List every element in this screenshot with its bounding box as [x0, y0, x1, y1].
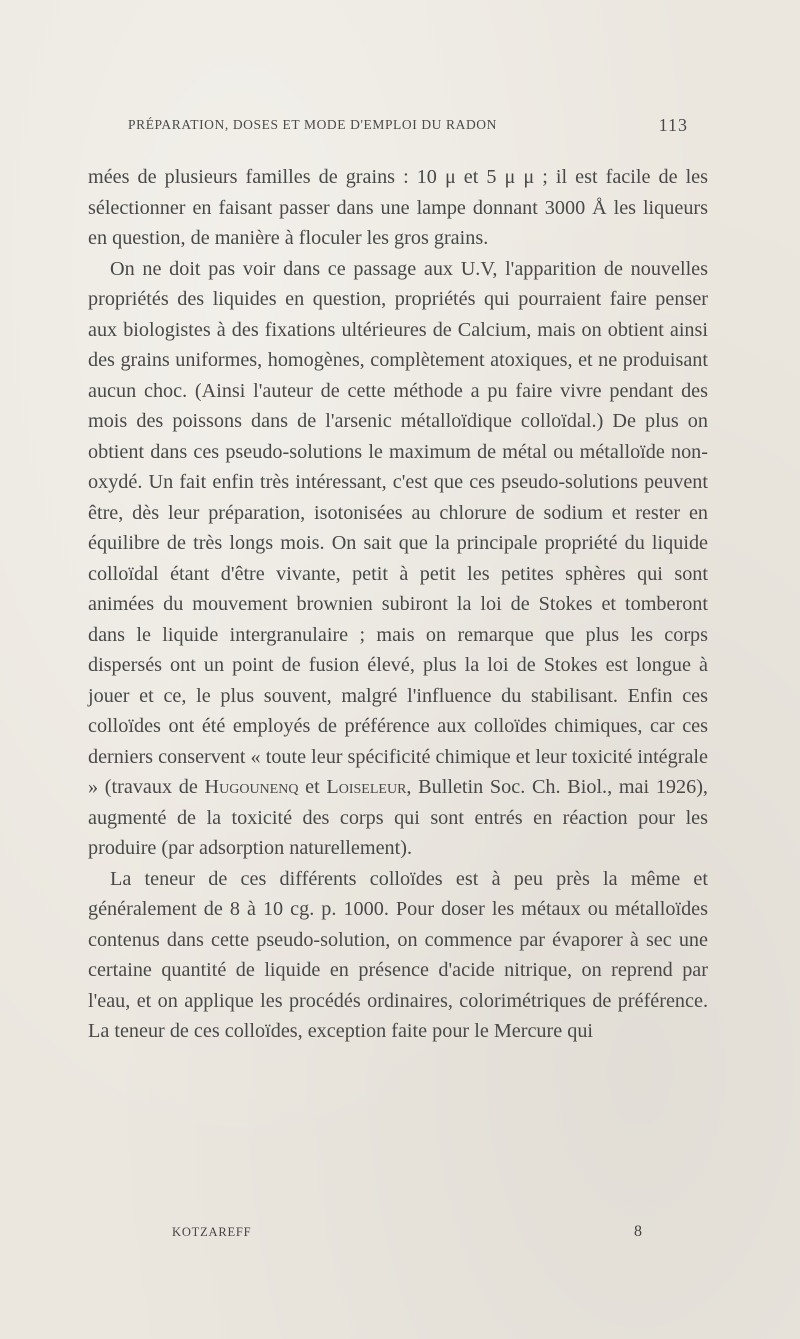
citation-author-1: Hugounenq: [204, 776, 299, 798]
page-number: 113: [658, 115, 688, 135]
citation-conjunction: et: [298, 776, 327, 798]
paragraph-2-text: On ne doit pas voir dans ce passage aux U.V, l'apparition de nouvelles propriétés des liquides en question, propriétés qui pourraient faire penser aux biologistes à des fixations ultérieures de Calcium, mais on obtient ainsi des grains uniformes, homogènes, complètement atoxiques, et ne produisant aucun choc. (Ainsi l'auteur de cette méthode a pu faire vivre pendant des mois des poissons dans de l'arsenic métalloïdique colloïdal.) De plus on obtient dans ces pseudo-solutions le maximum de métal ou métalloïde non-oxydé. Un fait enfin très intéressant, c'est que ces pseudo-solutions peuvent être, dès leur préparation, isotonisées au chlorure de sodium et rester en équilibre de très longs mois. On sait que la principale propriété du liquide colloïdal étant d'être vivante, petit à petit les petites sphères qui sont animées du mouvement brownien subiront la loi de Stokes et tomberont dans le liquide intergranulaire ; mais on remarque que plus les corps dispersés ont un point de fusion élevé, plus la loi de Stokes est longue à jouer et ce, le plus souvent, malgré l'influence du stabilisant. Enfin ces colloïdes ont été employés de préférence aux colloïdes chimiques, car ces derniers conservent « toute leur spécificité chimique et leur toxicité intégrale » (travaux de: [88, 257, 708, 798]
page-footer: [172, 1223, 642, 1247]
sheet-number: 8: [634, 1223, 642, 1240]
body-text: [88, 162, 708, 1047]
running-head-title: PRÉPARATION, DOSES ET MODE D'EMPLOI DU RADON: [128, 117, 497, 132]
paragraph-3: La teneur de ces différents colloïdes est à peu près la même et généralement de 8 à 10 cg. p. 1000. Pour doser les métaux ou métalloïdes contenus dans cette pseudo-solution, on commence par évaporer à sec une certaine quantité de liquide en présence d'acide nitrique, on reprend par l'eau, et on applique les procédés ordinaires, colorimétriques de préférence. La teneur de ces colloïdes, exception faite pour le Mercure qui: [88, 867, 708, 1042]
paragraph-2: [88, 254, 708, 864]
running-head: [128, 115, 688, 139]
paragraph-1: mées de plusieurs familles de grains : 10 μ et 5 μ μ ; il est facile de les sélectionner en faisant passer dans une lampe donnant 3000 Å les liqueurs en question, de manière à floculer les gros grains.: [88, 166, 708, 249]
citation-rest: , Bulletin Soc. Ch. Biol., mai 1926), augmenté de la toxicité des corps qui sont entrés en réaction pour les produire (par adsorption naturellement).: [88, 776, 708, 859]
sheet-signature: KOTZAREFF: [172, 1225, 252, 1239]
citation-author-2: Loiseleur: [326, 776, 407, 798]
